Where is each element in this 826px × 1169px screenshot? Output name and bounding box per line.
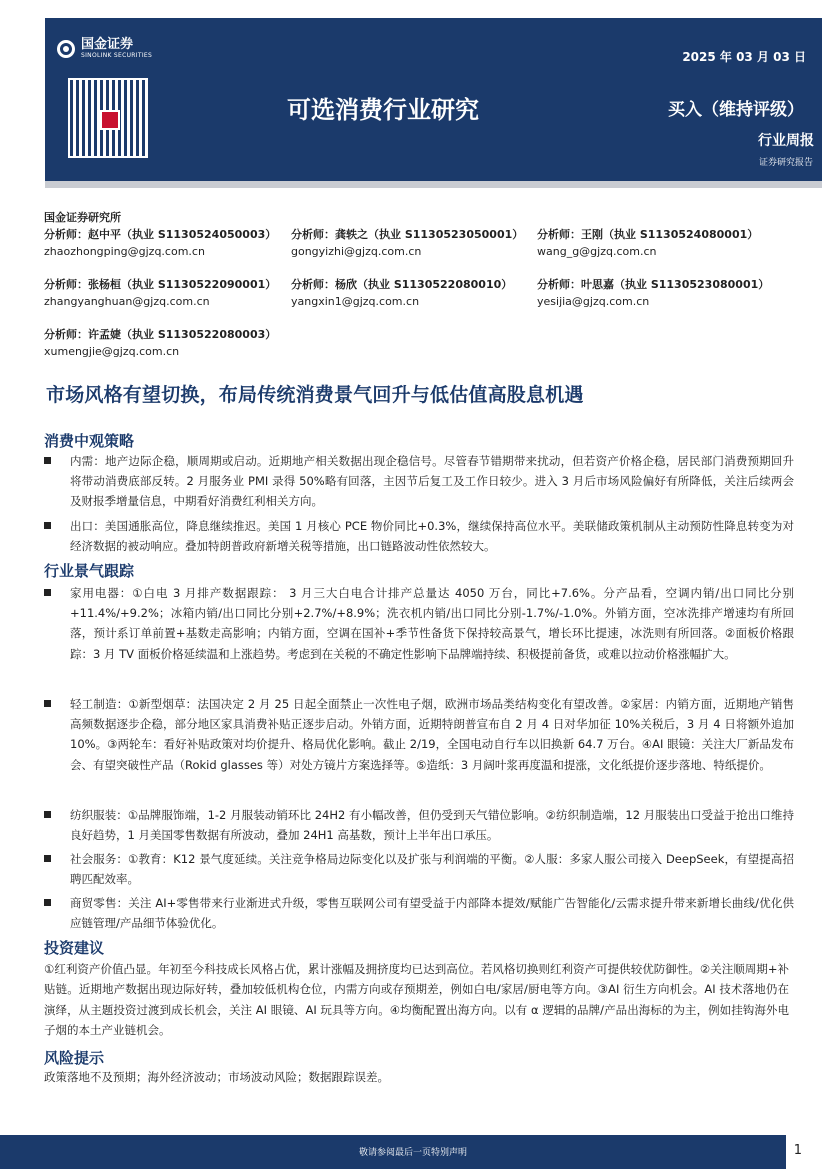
company-logo (57, 38, 152, 60)
analyst-block (44, 226, 276, 260)
qr-center-icon (100, 110, 120, 130)
bullet-icon (44, 589, 51, 596)
analyst-email[interactable]: yangxin1@gjzq.com.cn (291, 295, 420, 308)
report-subtype: 证券研究报告 (758, 158, 813, 168)
advice-text: ①红利资产价值凸显。年初至今科技成长风格占优，累计涨幅及拥挤度均已达到高位。若风格切换则红利资产可提供较优防御性。②关注顺周期+补贴链。近期地产数据出现边际好转，叠加较低机构仓位，内需方向或存预期差，例如白电/家居/厨电等方向。③AI 衍生方向机会。AI 技术落地仍在演绎，从主题投资过渡到成长机会，关注 AI 眼镜、AI 玩具等方向。④均衡配置出海方向。以有 α 逻辑的品牌/产品出海标的为主，例如挂钩海外电子烟的本土产业链机会。 (44, 962, 789, 1037)
analyst-email[interactable]: zhangyanghuan@gjzq.com.cn (44, 295, 210, 308)
bullet-icon (44, 457, 51, 464)
analyst-name: 分析师：赵中平（执业 S1130524050003） (44, 228, 277, 241)
analyst-block (44, 326, 276, 360)
risk-text: 政策落地不及预期；海外经济波动；市场波动风险；数据跟踪误差。 (44, 1070, 389, 1084)
analyst-name: 分析师：杨欣（执业 S1130522080010） (291, 278, 513, 291)
logo-cn: 国金证券 (81, 37, 134, 52)
analyst-name: 分析师：王刚（执业 S1130524080001） (537, 228, 759, 241)
analyst-block (537, 226, 758, 260)
list-item: 家用电器：①白电 3 月排产数据跟踪： 3 月三大白电合计排产总量达 4050 万台，同比+7.6%。分产品看，空调内销/出口同比分别+11.4%/+9.2%；冰箱内销/出口同比分别+2.7%/+8.9%；洗衣机内销/出口同比分别-1.7%/-1.0%。外销方面，空冰洗排产增速均有所回落，预计系订单前置+基数走高影响；内销方面，空调在国补+季节性备货下保持较高景气，增长环比提速，冰洗则有所回落。②面板价格跟踪：3 月 TV 面板价格延续温和上涨趋势。考虑到在关税的不确定性影响下品牌端持续、积极提前备货，或难以拉动价格涨幅扩大。 (44, 583, 794, 664)
bullet-icon (44, 700, 51, 707)
logo-icon (57, 40, 75, 58)
analyst-name: 分析师：许孟婕（执业 S1130522080003） (44, 328, 277, 341)
analyst-block (44, 276, 276, 310)
analyst-name: 分析师：叶思嘉（执业 S1130523080001） (537, 278, 770, 291)
analyst-block (537, 276, 769, 310)
analyst-name: 分析师：龚轶之（执业 S1130523050001） (291, 228, 524, 241)
header-strip (45, 181, 822, 188)
analyst-block (291, 276, 512, 310)
list-item: 纺织服装：①品牌服饰端，1-2 月服装动销环比 24H2 有小幅改善，但仍受到天气错位影响。②纺织制造端，12 月服装出口受益于抢出口维持良好趋势，1 月美国零售数据有所波动，叠加 24H1 高基数，预计上半年出口承压。 (44, 805, 794, 845)
list-item: 出口：美国通胀高位，降息继续推迟。美国 1 月核心 PCE 物价同比+0.3%，继续保持高位水平。美联储政策机制从主动预防性降息转变为对经济数据的被动响应。叠加特朗普政府新增关税等措施，出口链路波动性依然较大。 (44, 516, 794, 556)
analyst-email[interactable]: yesijia@gjzq.com.cn (537, 295, 650, 308)
report-date: 2025 年 03 月 03 日 (682, 50, 806, 64)
rating: 买入（维持评级） (668, 100, 804, 120)
list-item: 内需：地产边际企稳，顺周期或启动。近期地产相关数据出现企稳信号。尽管春节错期带来扰动，但若资产价格企稳，居民部门消费预期回升将带动消费底部反转。2 月服务业 PMI 录得 50%略有回落，主因节后复工及工作日较少。进入 3 月后市场风险偏好有所降低，关注后续两会及财报季增量信息，中期看好消费红利相关方向。 (44, 451, 794, 512)
bullet-icon (44, 899, 51, 906)
list-item: 商贸零售：关注 AI+零售带来行业渐进式升级，零售互联网公司有望受益于内部降本提效/赋能广告智能化/云需求提升带来新增长曲线/优化供应链管理/产品细节体验优化。 (44, 893, 794, 933)
analyst-email[interactable]: gongyizhi@gjzq.com.cn (291, 245, 422, 258)
institute: 国金证券研究所 (44, 211, 121, 224)
bullet-icon (44, 811, 51, 818)
bullet-icon (44, 855, 51, 862)
page-number: 1 (793, 1143, 802, 1158)
section-title-risk: 风险提示 (44, 1049, 105, 1067)
section-title-macro: 消费中观策略 (44, 432, 135, 450)
list-item: 轻工制造：①新型烟草：法国决定 2 月 25 日起全面禁止一次性电子烟，欧洲市场品类结构变化有望改善。②家居：内销方面，近期地产销售高频数据逐步企稳，部分地区家具消费补贴正逐步启动。外销方面，近期特朗普宣布自 2 月 4 日对华加征 10%关税后，3 月 4 日将额外追加 10%。③两轮车：看好补贴政策对均价提升、格局优化影响。截止 2/19，全国电动自行车以旧换新 64.7 万台。④AI 眼镜：关注大厂新品发布会、有望突破性产品（Rokid glasses 等）对处方镜片方案选择等。⑤造纸：3 月阔叶浆再度温和提涨，文化纸提价逐步落地、特纸提价。 (44, 694, 794, 775)
section-title-advice: 投资建议 (44, 939, 105, 957)
list-item: 社会服务：①教育：K12 景气度延续。关注竞争格局边际变化以及扩张与利润端的平衡。②人服：多家人服公司接入 DeepSeek，有望提高招聘匹配效率。 (44, 849, 794, 889)
headline: 市场风格有望切换，布局传统消费景气回升与低估值高股息机遇 (46, 384, 584, 406)
analyst-name: 分析师：张杨桓（执业 S1130522090001） (44, 278, 277, 291)
bullet-icon (44, 522, 51, 529)
logo-en: SINOLINK SECURITIES (81, 52, 153, 59)
analyst-block (291, 226, 523, 260)
page-number-box (786, 1135, 826, 1169)
report-type: 行业周报 (758, 133, 814, 149)
analyst-email[interactable]: xumengjie@gjzq.com.cn (44, 345, 180, 358)
analyst-email[interactable]: zhaozhongping@gjzq.com.cn (44, 245, 205, 258)
report-title: 可选消费行业研究 (287, 96, 479, 124)
analyst-email[interactable]: wang_g@gjzq.com.cn (537, 245, 657, 258)
footer-disclaimer[interactable]: 敬请参阅最后一页特别声明 (358, 1148, 467, 1158)
section-title-industry: 行业景气跟踪 (44, 562, 135, 580)
